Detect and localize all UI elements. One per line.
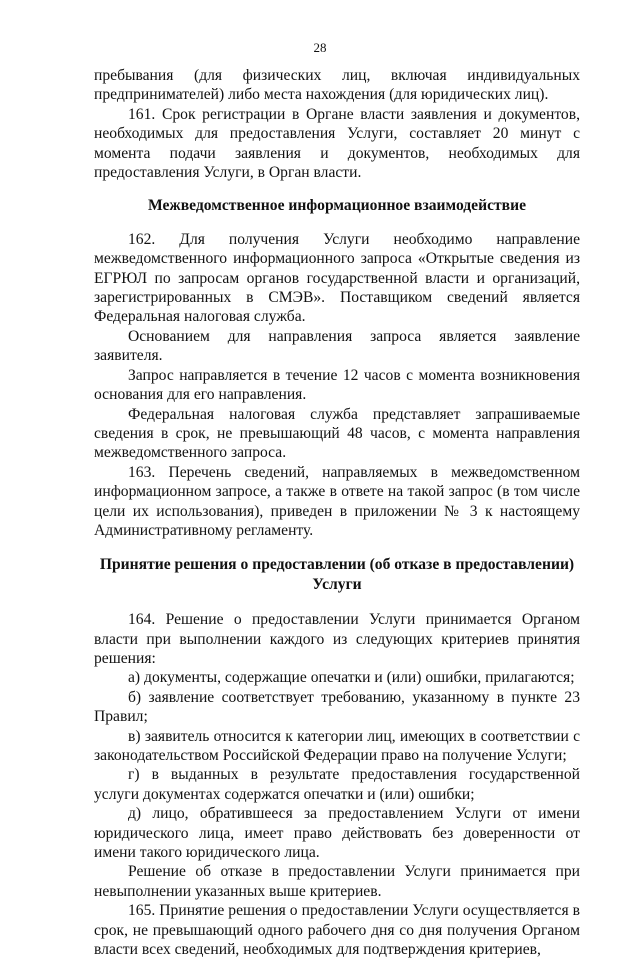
paragraph-162: 162. Для получения Услуги необходимо направление межведомственного информационного запроса «Открытые сведения из ЕГРЮЛ по запросам органов государственной власти и организаций, зарегистрированных в СМЭВ». Поставщиком сведений является Федеральная налоговая служба. <box>94 230 580 326</box>
criterion-a: а) документы, содержащие опечатки и (или) ошибки, прилагаются; <box>128 669 575 687</box>
page-number: 28 <box>313 40 327 55</box>
criterion-g: г) в выданных в результате предоставления государственной услуги документах содержатся опечатки и (или) ошибки; <box>94 766 580 803</box>
criterion-d: д) лицо, обратившееся за предоставлением Услуги от имени юридического лица, имеет право действовать без доверенности от имени такого юридического лица. <box>94 805 580 862</box>
paragraph-161: 161. Срок регистрации в Органе власти заявления и документов, необходимых для предоставления Услуги, составляет 20 минут с момента подачи заявления и документов, необходимых для предоставления Услуги, в Орган власти. <box>94 105 580 182</box>
paragraph-request-timing: Запрос направляется в течение 12 часов с момента возникновения основания для его направления. <box>94 366 580 404</box>
criterion-v: в) заявитель относится к категории лиц, имеющих в соответствии с законодательством Российской Федерации право на получение Услуги; <box>94 727 580 764</box>
document-body <box>94 66 580 959</box>
paragraph-164: 164. Решение о предоставлении Услуги принимается Органом власти при выполнении каждого из следующих критериев принятия решения: <box>94 611 580 667</box>
criterion-b: б) заявление соответствует требованию, указанному в пункте 23 Правил; <box>94 688 580 726</box>
section-heading-interagency: Межведомственное информационное взаимодействие <box>148 197 526 215</box>
paragraph-163: 163. Перечень сведений, направляемых в межведомственном информационном запросе, а также в ответе на такой запрос (в том числе цели их использования), приведен в приложении № 3 к настоящему Административному регламенту. <box>94 463 580 539</box>
paragraph-tax-service-response: Федеральная налоговая служба представляет запрашиваемые сведения в срок, не превышающий 48 часов, с момента направления межведомственного запроса. <box>94 405 580 462</box>
paragraph-refusal: Решение об отказе в предоставлении Услуги принимается при невыполнении указанных выше критериев. <box>94 863 580 900</box>
paragraph-continuation: пребывания (для физических лиц, включая индивидуальных предпринимателей) либо места нахождения (для юридических лиц). <box>94 67 580 104</box>
paragraph-165: 165. Принятие решения о предоставлении Услуги осуществляется в срок, не превышающий одного рабочего дня со дня получения Органом власти всех сведений, необходимых для подтверждения критериев, <box>94 902 580 959</box>
paragraph-request-basis: Основанием для направления запроса является заявление заявителя. <box>94 327 580 365</box>
section-heading-decision: Принятие решения о предоставлении (об отказе в предоставлении) Услуги <box>99 556 575 593</box>
